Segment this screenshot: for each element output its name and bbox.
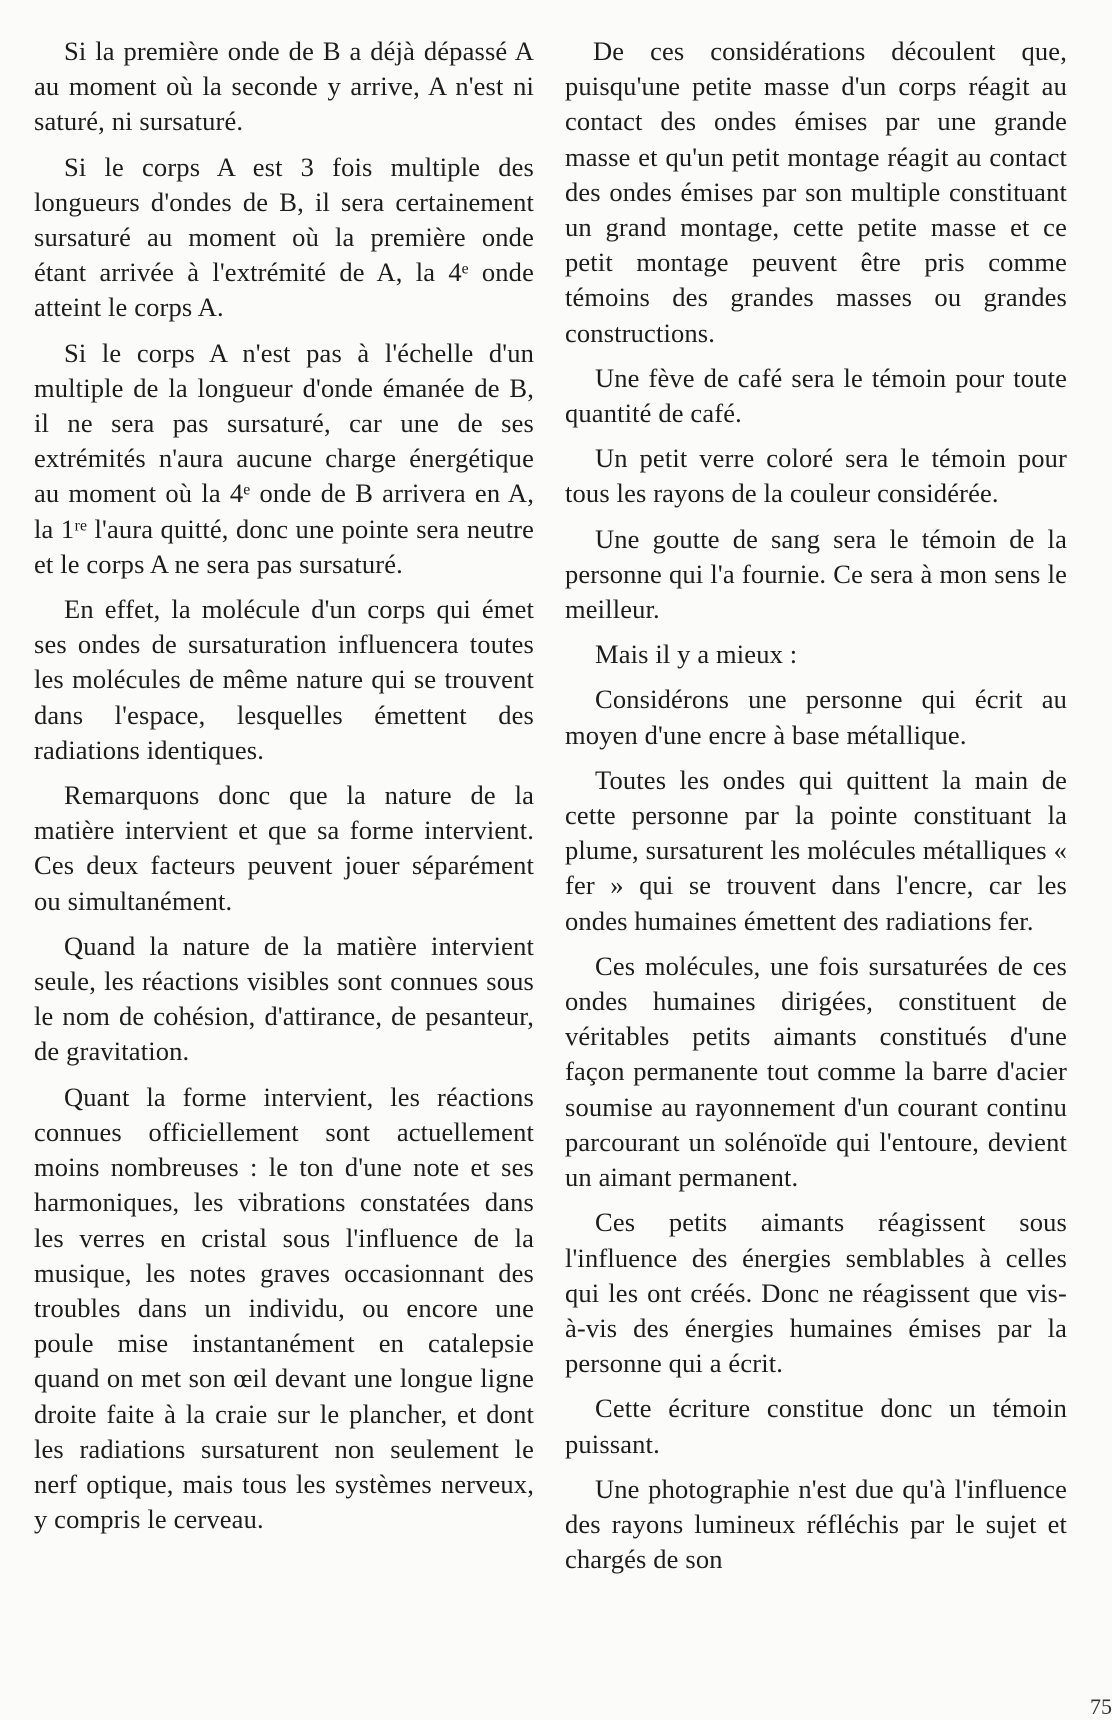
- paragraph: Cette écriture constitue donc un témoin puissant.: [565, 1393, 1067, 1459]
- paragraph: Une goutte de sang sera le témoin de la personne qui l'a fournie. Ce sera à mon sens le meilleur.: [565, 523, 1067, 625]
- right-column: [565, 34, 1067, 1587]
- paragraph: Une photographie n'est due qu'à l'influence des rayons lumineux réfléchis par le sujet et chargés de son: [565, 1473, 1067, 1575]
- paragraph: Si le corps A n'est pas à l'échelle d'un multiple de la longueur d'onde émanée de B, il ne sera pas sursaturé, car une de ses extrémités n'aura aucune charge énergétique au moment où la 4ᵉ onde de B arrivera en A, la 1ʳᵉ l'aura quitté, donc une pointe sera neutre et le corps A ne sera pas sursaturé.: [34, 337, 534, 579]
- paragraph: Mais il y a mieux :: [595, 639, 798, 670]
- page-number: 75: [1090, 1694, 1112, 1719]
- paragraph: Quand la nature de la matière intervient seule, les réactions visibles sont connues sous le nom de cohésion, d'attirance, de pesanteur, de gravitation.: [34, 930, 534, 1067]
- paragraph: En effet, la molécule d'un corps qui émet ses ondes de sursaturation influencera toutes les molécules de même nature qui se trouvent dans l'espace, lesquelles émettent des radiations identiques.: [34, 594, 534, 765]
- paragraph: Ces petits aimants réagissent sous l'influence des énergies semblables à celles qui les ont créés. Donc ne réagissent que vis-à-vis des énergies humaines émises par la personne qui a écrit.: [565, 1207, 1067, 1379]
- paragraph: De ces considérations découlent que, puisqu'une petite masse d'un corps réagit au contact des ondes émises par une grande masse et qu'un petit montage réagit au contact des ondes émises par son multiple constituant un grand montage, cette petite masse et ce petit montage peuvent être pris comme témoins des grandes masses ou grandes constructions.: [565, 36, 1067, 348]
- paragraph: Quant la forme intervient, les réactions connues officiellement sont actuellement moins nombreuses : le ton d'une note et ses harmoniques, les vibrations constatées dans les verres en cristal sous l'influence de la musique, les notes graves occasionnant des troubles dans un individu, ou encore une poule mise instantanément en catalepsie quand on met son œil devant une longue ligne droite faite à la craie sur le plancher, et dont les radiations sursaturent non seulement le nerf optique, mais tous les systèmes nerveux, y compris le cerveau.: [34, 1081, 534, 1535]
- left-column: [34, 34, 534, 1547]
- paragraph: Un petit verre coloré sera le témoin pour tous les rayons de la couleur considérée.: [565, 443, 1067, 509]
- paragraph: Ces molécules, une fois sursaturées de ces ondes humaines dirigées, constituent de véritables petits aimants constitués d'une façon permanente tout comme la barre d'acier soumise au rayonnement d'un courant continu parcourant un solénoïde qui l'entoure, devient un aimant permanent.: [565, 950, 1067, 1193]
- paragraph: Si le corps A est 3 fois multiple des longueurs d'ondes de B, il sera certainement sursaturé au moment où la première onde étant arrivée à l'extrémité de A, la 4ᵉ onde atteint le corps A.: [34, 151, 534, 323]
- paragraph: Une fève de café sera le témoin pour toute quantité de café.: [565, 362, 1067, 429]
- paragraph: Toutes les ondes qui quittent la main de cette personne par la pointe constituant la plume, sursaturent les molécules métalliques « fer » qui se trouvent dans l'encre, car les ondes humaines émettent des radiations fer.: [565, 764, 1067, 936]
- paragraph: Si la première onde de B a déjà dépassé A au moment où la seconde y arrive, A n'est ni saturé, ni sursaturé.: [34, 36, 534, 137]
- paragraph: Considérons une personne qui écrit au moyen d'une encre à base métallique.: [565, 684, 1067, 750]
- paragraph: Remarquons donc que la nature de la matière intervient et que sa forme intervient. Ces deux facteurs peuvent jouer séparément ou simultanément.: [34, 780, 534, 916]
